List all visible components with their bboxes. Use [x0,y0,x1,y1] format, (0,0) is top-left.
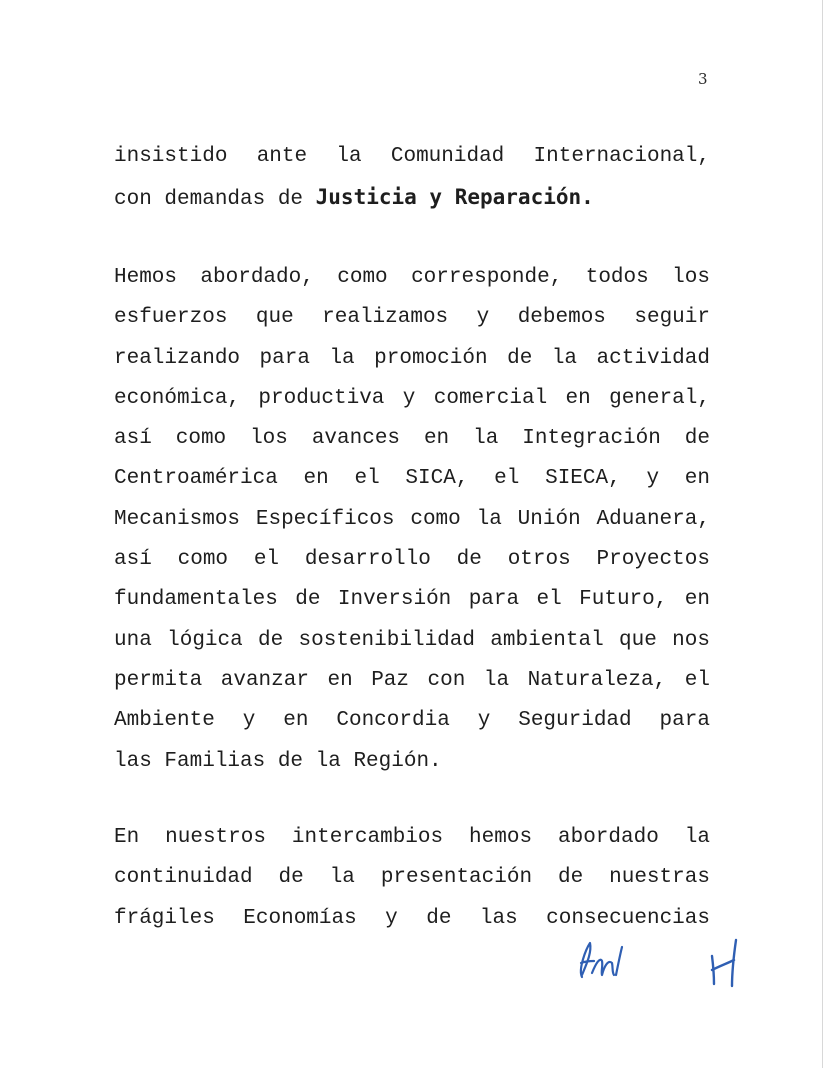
paragraph-3-line: continuidad de la presentación de nuestras [114,866,710,890]
paragraph-1-line-2-prefix: con demandas de [114,188,316,212]
paragraph-2-line: Centroamérica en el SICA, el SIECA, y en [114,467,710,491]
handwritten-initials-left [572,935,632,983]
page-number: 3 [698,70,708,88]
paragraph-2-line: permita avanzar en Paz con la Naturaleza, el [114,668,710,692]
paragraph-2-line: esfuerzos que realizamos y debemos seguir [114,306,710,330]
paragraph-2-line: realizando para la promoción de la actividad [114,346,710,370]
paragraph-2-line: económica, productiva y comercial en general, [114,386,710,410]
paragraph-1-line-2 [114,177,710,217]
paragraph-2-line: una lógica de sostenibilidad ambiental que nos [114,628,710,652]
paragraph-3 [114,818,710,939]
paragraph-3-line: frágiles Economías y de las consecuencias [114,906,710,930]
paragraph-2-line: las Familias de la Región. [114,749,442,773]
paragraph-2 [114,258,710,782]
emphasis-justicia-reparacion: Justicia y Reparación. [315,185,594,210]
paragraph-2-line: fundamentales de Inversión para el Futuro, en [114,588,710,612]
paragraph-2-line: Hemos abordado, como corresponde, todos los [114,266,710,289]
paragraph-2-line: Mecanismos Específicos como la Unión Aduanera, [114,507,710,531]
paragraph-1 [114,137,710,218]
paragraph-3-line: En nuestros intercambios hemos abordado la [114,826,710,849]
paragraph-1-line-1: insistido ante la Comunidad Internacional, [114,145,710,168]
paragraph-2-line: así como los avances en la Integración de [114,427,710,451]
page-edge [822,0,823,1068]
handwritten-initials-right [700,930,750,990]
paragraph-2-line: así como el desarrollo de otros Proyectos [114,548,710,572]
paragraph-2-line: Ambiente y en Concordia y Seguridad para [114,709,710,733]
